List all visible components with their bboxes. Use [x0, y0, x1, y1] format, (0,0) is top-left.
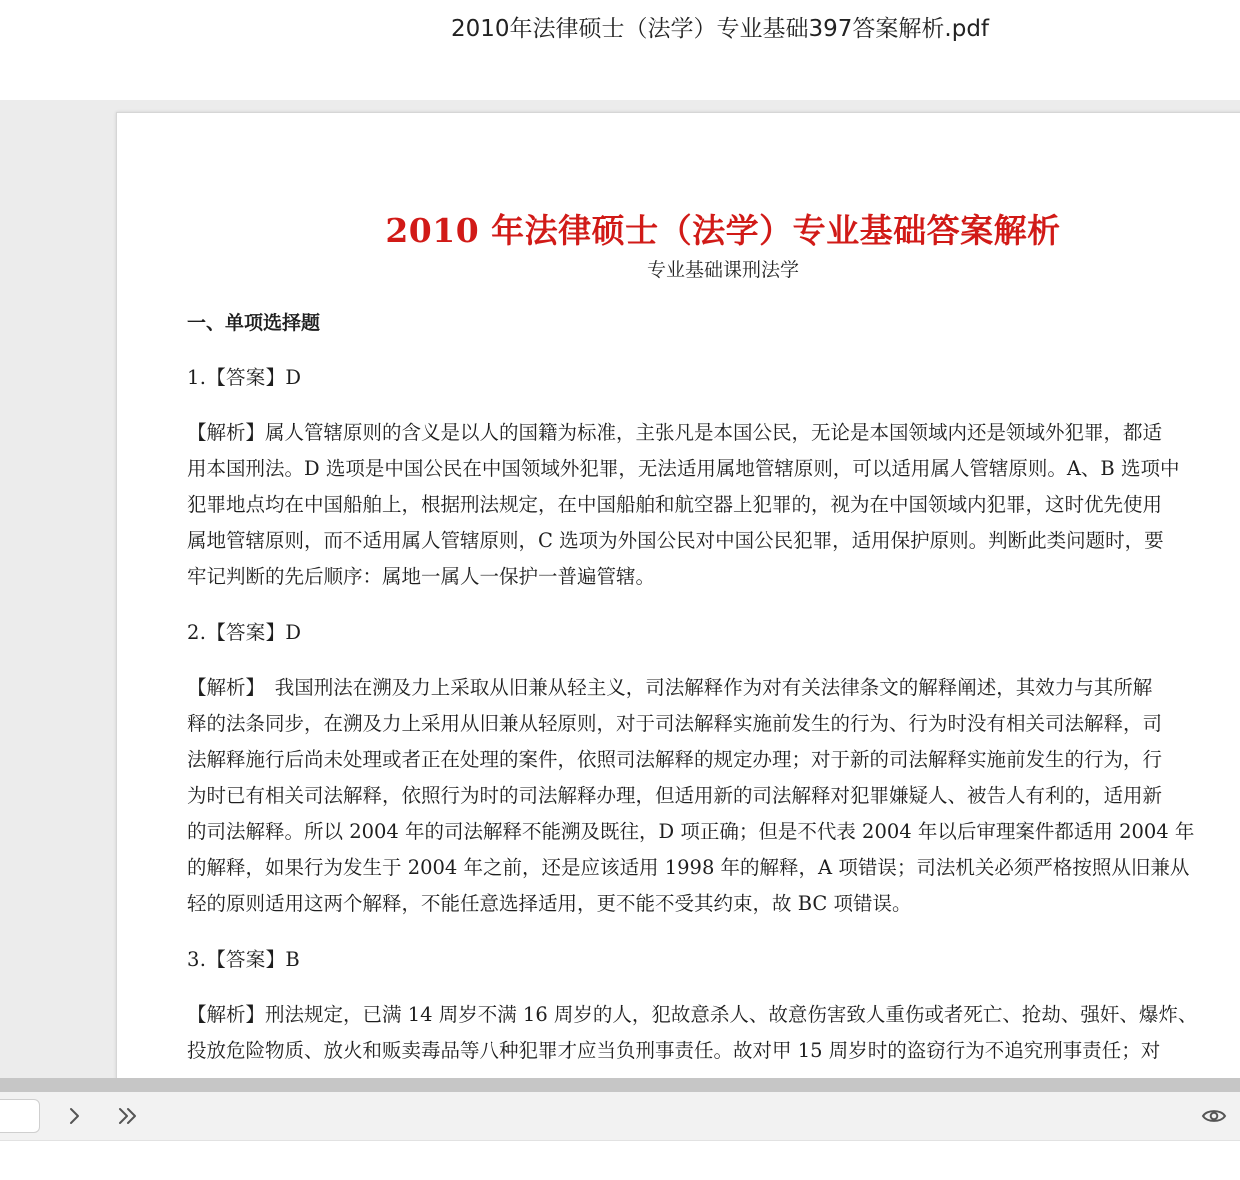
analysis-line: 释的法条同步，在溯及力上采用从旧兼从轻原则，对于司法解释实施前发生的行为、行为时没有相关司法解释，司: [187, 712, 1163, 735]
document-subtitle: 专业基础课刑法学: [646, 259, 799, 281]
analysis-line: 牢记判断的先后顺序：属地一属人一保护一普遍管辖。: [187, 565, 656, 588]
analysis-line: 的司法解释。所以 2004 年的司法解释不能溯及既往，D 项正确；但是不代表 2004 年以后审理案件都适用 2004 年: [187, 820, 1195, 843]
page-number-input[interactable]: [0, 1099, 40, 1133]
view-mode-button[interactable]: [1196, 1098, 1232, 1134]
last-page-button[interactable]: [110, 1098, 146, 1134]
horizontal-scrollbar[interactable]: [0, 1078, 1240, 1092]
section-heading: 一、单项选择题: [187, 312, 321, 334]
analysis-line: 【解析】刑法规定，已满 14 周岁不满 16 周岁的人，犯故意杀人、故意伤害致人重伤或者死亡、抢劫、强奸、爆炸、: [187, 1003, 1198, 1026]
next-page-button[interactable]: [56, 1098, 92, 1134]
analysis-line: 【解析】属人管辖原则的含义是以人的国籍为标准，主张凡是本国公民，无论是本国领域内还是领域外犯罪，都适: [187, 421, 1163, 444]
double-chevron-right-icon: [115, 1106, 141, 1126]
analysis-line: 用本国刑法。D 选项是中国公民在中国领域外犯罪，无法适用属地管辖原则，可以适用属人管辖原则。A、B 选项中: [187, 457, 1180, 480]
eye-icon: [1201, 1106, 1227, 1126]
analysis-line: 【解析】 我国刑法在溯及力上采取从旧兼从轻主义，司法解释作为对有关法律条文的解释阐述，其效力与其所解: [187, 676, 1153, 699]
page-toolbar: [0, 1092, 1240, 1141]
answer-line: 3.【答案】B: [187, 948, 301, 971]
analysis-line: 轻的原则适用这两个解释，不能任意选择适用，更不能不受其约束，故 BC 项错误。: [187, 892, 912, 915]
document-title: 2010 年法律硕士（法学）专业基础答案解析: [385, 211, 1061, 250]
file-title: 2010年法律硕士（法学）专业基础397答案解析.pdf: [450, 16, 990, 42]
answer-line: 1.【答案】D: [187, 366, 302, 389]
answer-line: 2.【答案】D: [187, 621, 302, 644]
pdf-page: [116, 112, 1240, 1078]
analysis-line: 属地管辖原则，而不适用属人管辖原则，C 选项为外国公民对中国公民犯罪，适用保护原则。判断此类问题时，要: [187, 529, 1164, 552]
chevron-right-icon: [64, 1106, 84, 1126]
pdf-viewer[interactable]: [0, 100, 1240, 1078]
analysis-line: 投放危险物质、放火和贩卖毒品等八种犯罪才应当负刑事责任。故对甲 15 周岁时的盗窃行为不追究刑事责任；对: [187, 1039, 1161, 1062]
analysis-line: 的解释，如果行为发生于 2004 年之前，还是应该适用 1998 年的解释，A 项错误；司法机关必须严格按照从旧兼从: [187, 856, 1190, 879]
analysis-line: 法解释施行后尚未处理或者正在处理的案件，依照司法解释的规定办理；对于新的司法解释实施前发生的行为，行: [187, 748, 1163, 771]
analysis-line: 犯罪地点均在中国船舶上，根据刑法规定，在中国船舶和航空器上犯罪的，视为在中国领域内犯罪，这时优先使用: [187, 493, 1163, 516]
analysis-line: 为时已有相关司法解释，依照行为时的司法解释办理，但适用新的司法解释对犯罪嫌疑人、被告人有利的，适用新: [187, 784, 1163, 807]
window-titlebar: [0, 0, 1240, 100]
